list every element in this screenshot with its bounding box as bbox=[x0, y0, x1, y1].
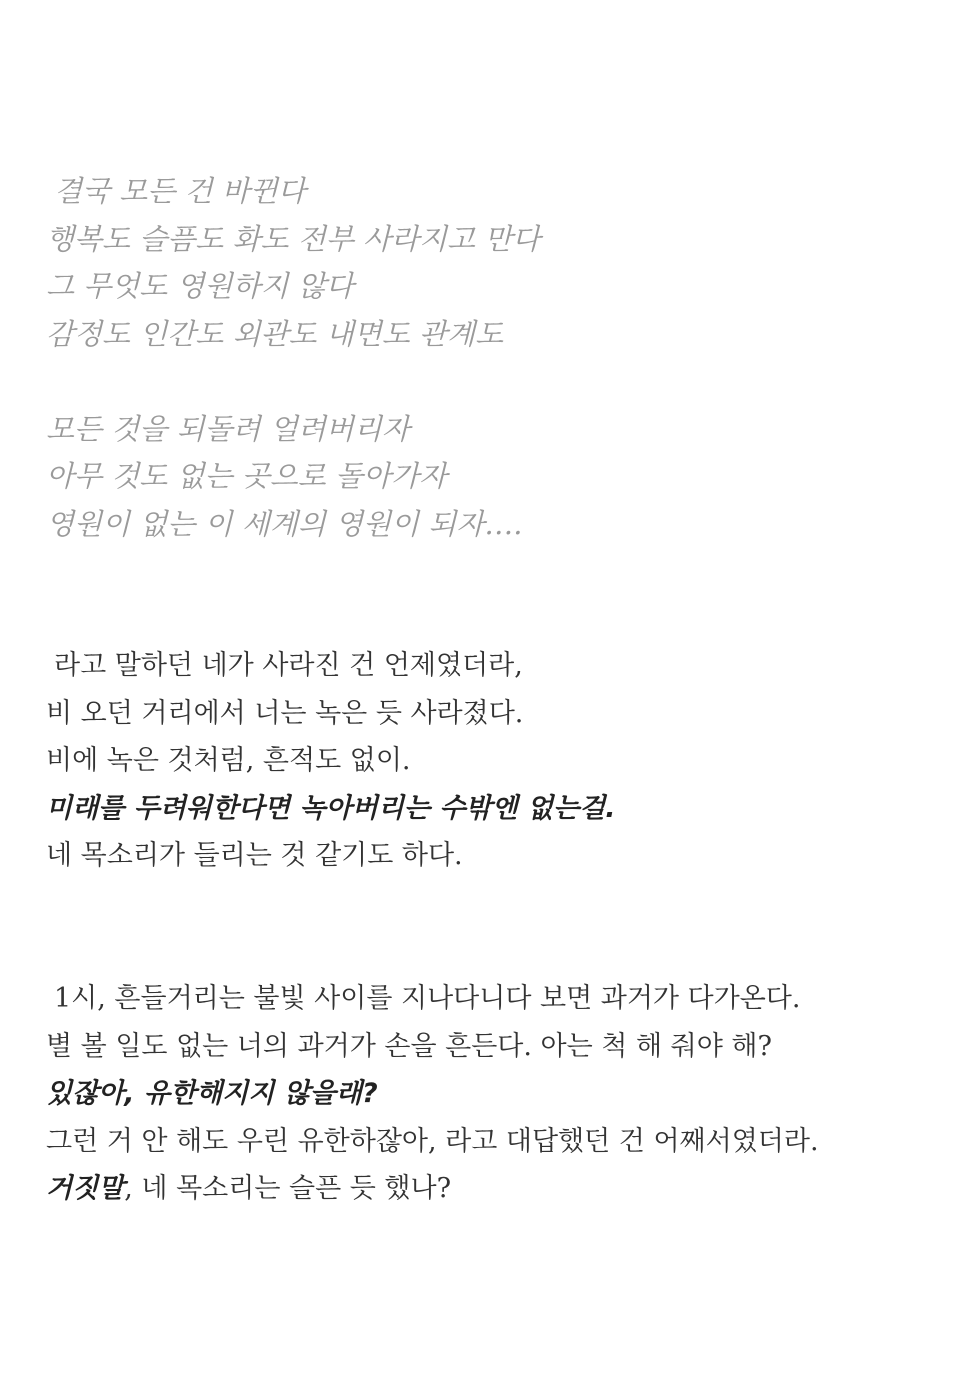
paragraph-line: 비 오던 거리에서 너는 녹은 듯 사라졌다. bbox=[46, 697, 524, 729]
poem-line: 그 무엇도 영원하지 않다 bbox=[46, 269, 354, 303]
paragraph-line: 그런 거 안 해도 우린 유한하잖아, 라고 대답했던 건 어째서였더라. bbox=[46, 1125, 819, 1157]
quote-line: 미래를 두려워한다면 녹아버리는 수밖엔 없는걸. bbox=[46, 792, 616, 824]
poem-block bbox=[46, 168, 946, 548]
paragraph-line: 별 볼 일도 없는 너의 과거가 손을 흔든다. 아는 척 해 줘야 해? bbox=[46, 1030, 772, 1062]
mixed-line bbox=[46, 1165, 946, 1213]
paragraph-line: 1시, 흔들거리는 불빛 사이를 지나다니다 보면 과거가 다가온다. bbox=[54, 983, 801, 1014]
paragraph-line: 라고 말하던 네가 사라진 건 언제였더라, bbox=[54, 650, 523, 681]
poem-line: 결국 모든 건 바뀐다 bbox=[54, 174, 306, 208]
poem-line: 모든 것을 되돌려 얼려버리자 bbox=[46, 411, 410, 446]
paragraph-line: 비에 녹은 것처럼, 흔적도 없이. bbox=[46, 745, 411, 776]
paragraph-1 bbox=[46, 642, 946, 880]
poem-line: 감정도 인간도 외관도 내면도 관계도 bbox=[46, 316, 504, 351]
stanza-gap bbox=[46, 358, 946, 406]
line-rest: , 네 목소리는 슬픈 듯 했나? bbox=[124, 1173, 452, 1204]
poem-line: 아무 것도 없는 곳으로 돌아가자 bbox=[46, 459, 448, 493]
paragraph-2 bbox=[46, 975, 946, 1213]
quote-line: 있잖아, 유한해지지 않을래? bbox=[46, 1078, 378, 1109]
poem-line: 행복도 슬픔도 화도 전부 사라지고 만다 bbox=[46, 221, 541, 256]
poem-line: 영원이 없는 이 세계의 영원이 되자…. bbox=[46, 506, 523, 541]
paragraph-line: 네 목소리가 들리는 것 같기도 하다. bbox=[46, 840, 463, 871]
quote-word: 거짓말 bbox=[46, 1173, 125, 1204]
